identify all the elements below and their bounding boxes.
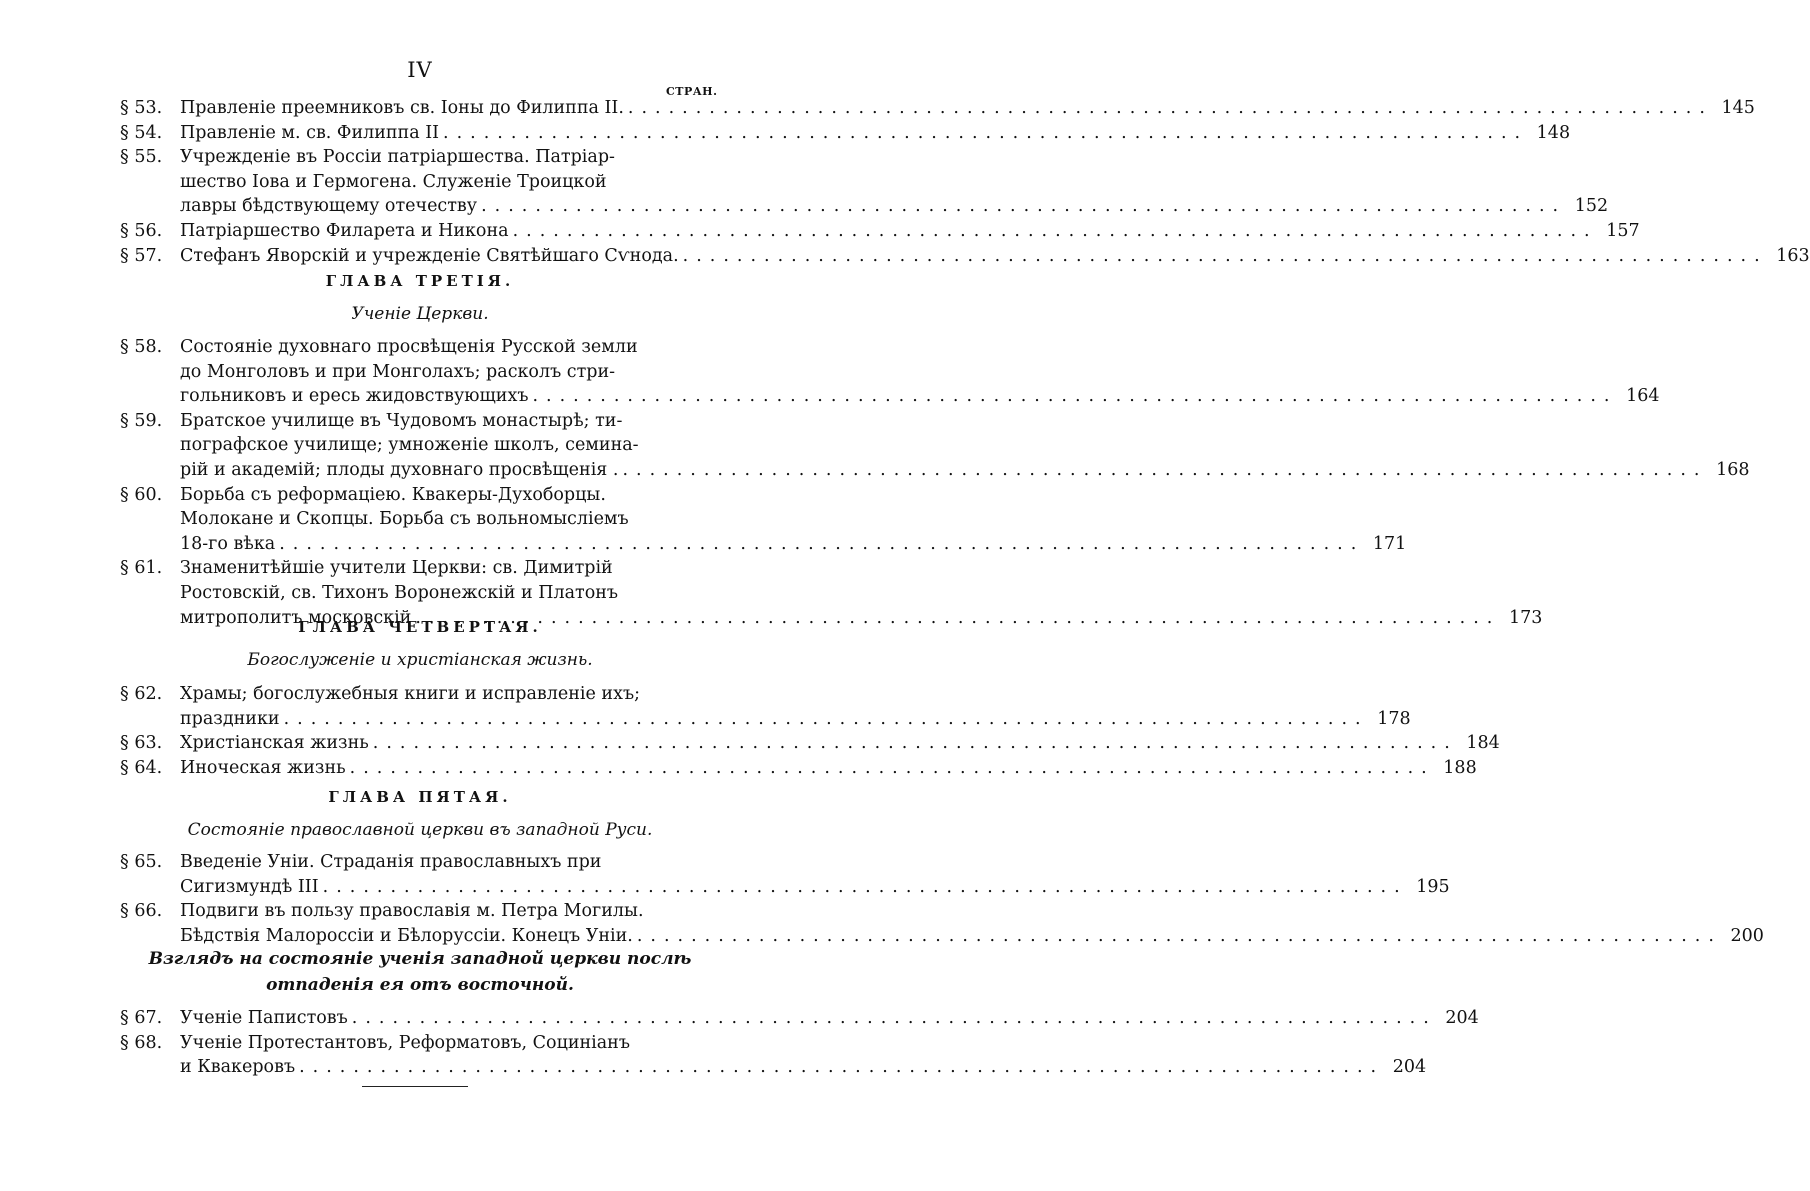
toc-entry-text: Ученіе Папистовъ <box>180 1008 348 1028</box>
toc-entry-text: Ростовскій, св. Тихонъ Воронежскій и Платонъ <box>180 582 619 603</box>
toc-entry-text: гольниковъ и ересь жидовствующихъ <box>180 386 529 407</box>
toc-entry-text: и Квакеровъ <box>180 1057 296 1078</box>
toc-entry-number: § 56. <box>120 221 163 241</box>
toc-entry-text: Братское училище въ Чудовомъ монастырѣ; ти- <box>180 410 623 431</box>
toc-entry-page: 148 <box>1536 122 1571 143</box>
toc-entry-text: Стефанъ Яворскій и учрежденіе Святѣйшаго Сѵнода. <box>180 245 679 266</box>
toc-entry-page: 173 <box>1508 607 1543 628</box>
dot-leader: ................................................................................ <box>622 459 1708 480</box>
toc-entry <box>120 899 1764 948</box>
toc-entry-number: § 66. <box>120 901 163 922</box>
toc-entry-text: Патріаршество Филарета и Никона <box>180 221 509 241</box>
page-number: IV <box>407 58 433 82</box>
toc-entry <box>120 483 1407 557</box>
toc-entry-text: Подвиги въ пользу православія м. Петра Могилы. <box>180 901 644 922</box>
toc-entry <box>120 682 1411 731</box>
toc-entry <box>120 409 1750 483</box>
toc-entry-text: рій и академій; плоды духовнаго просвѣщенія . <box>180 459 619 480</box>
toc-entry <box>120 145 1609 219</box>
chapter-3-subtitle: Ученіе Церкви. <box>351 304 489 324</box>
toc-entry-number: § 59. <box>120 410 163 431</box>
toc-entry-number: § 64. <box>120 757 163 778</box>
chapter-4-subtitle: Богослуженіе и христіанская жизнь. <box>247 650 593 670</box>
dot-leader: ................................................................................ <box>512 221 1598 241</box>
toc-entry-text: Ученіе Протестантовъ, Реформатовъ, Социніанъ <box>180 1032 630 1053</box>
toc-entry <box>120 731 1500 756</box>
toc-entry-text: 18-го вѣка <box>180 533 276 554</box>
dot-leader: ................................................................................ <box>481 196 1567 217</box>
toc-entry-page: 200 <box>1730 925 1764 946</box>
toc-entry-text: Бѣдствія Малороссіи и Бѣлоруссіи. Конецъ Уніи. <box>180 925 633 946</box>
toc-entry-text: пографское училище; умноженіе школъ, семина- <box>180 435 639 456</box>
dot-leader: ................................................................................ <box>627 98 1713 118</box>
chapter-4-title: ГЛАВА ЧЕТВЕРТАЯ. <box>298 618 542 636</box>
dot-leader: ................................................................................ <box>415 607 1501 628</box>
toc-entry-number: § 57. <box>120 245 163 266</box>
toc-entry-page: 145 <box>1721 98 1755 118</box>
page-column-header: СТРАН. <box>666 85 718 98</box>
toc-entry <box>120 850 1450 899</box>
toc-entry-page: 204 <box>1392 1057 1427 1078</box>
chapter-5-title: ГЛАВА ПЯТАЯ. <box>328 788 512 806</box>
toc-entry-number: § 54. <box>120 122 163 143</box>
toc-entry-page: 184 <box>1466 733 1500 754</box>
toc-entry-number: § 67. <box>120 1008 163 1028</box>
dot-leader: ................................................................................ <box>682 245 1768 266</box>
toc-entry-number: § 58. <box>120 337 163 357</box>
toc-entry-text: шество Іова и Гермогена. Служеніе Троицкой <box>180 171 607 192</box>
toc-entry <box>120 1006 1479 1031</box>
toc-entry-text: Христіанская жизнь <box>180 733 369 754</box>
toc-entry-page: 188 <box>1443 757 1477 778</box>
toc-entry-text: Учрежденіе въ Россіи патріаршества. Патріар- <box>180 147 615 168</box>
toc-entry-page: 152 <box>1574 196 1609 217</box>
toc-entry-page: 171 <box>1372 533 1407 554</box>
toc-entry-text: Храмы; богослужебныя книги и исправленіе ихъ; <box>180 684 640 704</box>
toc-entry-text: Иноческая жизнь <box>180 757 346 778</box>
toc-entry-page: 195 <box>1416 876 1450 897</box>
toc-entry-text: Состояніе духовнаго просвѣщенія Русской земли <box>180 337 638 357</box>
dot-leader: ................................................................................ <box>322 876 1408 897</box>
toc-entry-number: § 63. <box>120 733 163 754</box>
toc-entry-text: митрополитъ московскій <box>180 607 412 628</box>
toc-entry-text: Правленіе преемниковъ св. Іоны до Филиппа II. <box>180 98 624 118</box>
toc-entry-page: 178 <box>1377 708 1411 729</box>
toc-entry <box>120 1031 1427 1080</box>
toc-entry <box>120 244 1810 269</box>
dot-leader: ................................................................................ <box>299 1057 1385 1078</box>
toc-entry-text: Борьба съ реформаціею. Квакеры-Духоборцы. <box>180 484 606 505</box>
toc-entry-text: до Монголовъ и при Монголахъ; расколъ стри- <box>180 361 616 382</box>
dot-leader: ................................................................................ <box>351 1008 1437 1028</box>
toc-entry-page: 204 <box>1445 1008 1479 1028</box>
toc-entry-number: § 61. <box>120 558 163 579</box>
toc-entry-text: лавры бѣдствующему отечеству <box>180 196 478 217</box>
dot-leader: ................................................................................ <box>636 925 1722 946</box>
toc-entry-text: Введеніе Уніи. Страданія православныхъ при <box>180 852 602 872</box>
dot-leader: ................................................................................ <box>279 533 1365 554</box>
toc-entry-page: 163 <box>1776 245 1810 266</box>
dot-leader: ................................................................................ <box>532 386 1618 407</box>
toc-entry <box>120 121 1571 146</box>
section-note-line-2: отпаденія ея отъ восточной. <box>266 975 574 995</box>
closing-rule <box>362 1086 468 1087</box>
toc-entry-page: 168 <box>1716 459 1750 480</box>
dot-leader: ................................................................................ <box>283 708 1369 729</box>
toc-entry-text: Правленіе м. св. Филиппа II <box>180 122 440 143</box>
toc-entry-number: § 53. <box>120 98 163 118</box>
section-note-line-1: Взглядъ на состояніе ученія западной церкви послѣ <box>148 949 692 969</box>
toc-entry-number: § 68. <box>120 1032 163 1053</box>
dot-leader: ................................................................................ <box>349 757 1435 778</box>
toc-entry <box>120 96 1755 121</box>
chapter-3-title: ГЛАВА ТРЕТІЯ. <box>325 272 515 290</box>
toc-entry-text: праздники <box>180 708 280 729</box>
toc-entry-text: Сигизмундѣ III <box>180 876 319 897</box>
toc-entry-number: § 55. <box>120 147 163 168</box>
toc-entry-page: 157 <box>1606 221 1640 241</box>
toc-entry-number: § 62. <box>120 684 163 704</box>
toc-entry-page: 164 <box>1626 386 1660 407</box>
toc-entry-text: Молокане и Скопцы. Борьба съ вольномысліемъ <box>180 509 629 530</box>
toc-entry <box>120 219 1640 244</box>
toc-entry-number: § 65. <box>120 852 163 872</box>
dot-leader: ................................................................................ <box>443 122 1529 143</box>
dot-leader: ................................................................................ <box>372 733 1458 754</box>
toc-entry-number: § 60. <box>120 484 163 505</box>
toc-entry <box>120 335 1660 409</box>
toc-entry <box>120 756 1477 781</box>
chapter-5-subtitle: Состояніе православной церкви въ западной Руси. <box>187 820 653 840</box>
toc-entry-text: Знаменитѣйшіе учители Церкви: св. Димитрій <box>180 558 613 579</box>
